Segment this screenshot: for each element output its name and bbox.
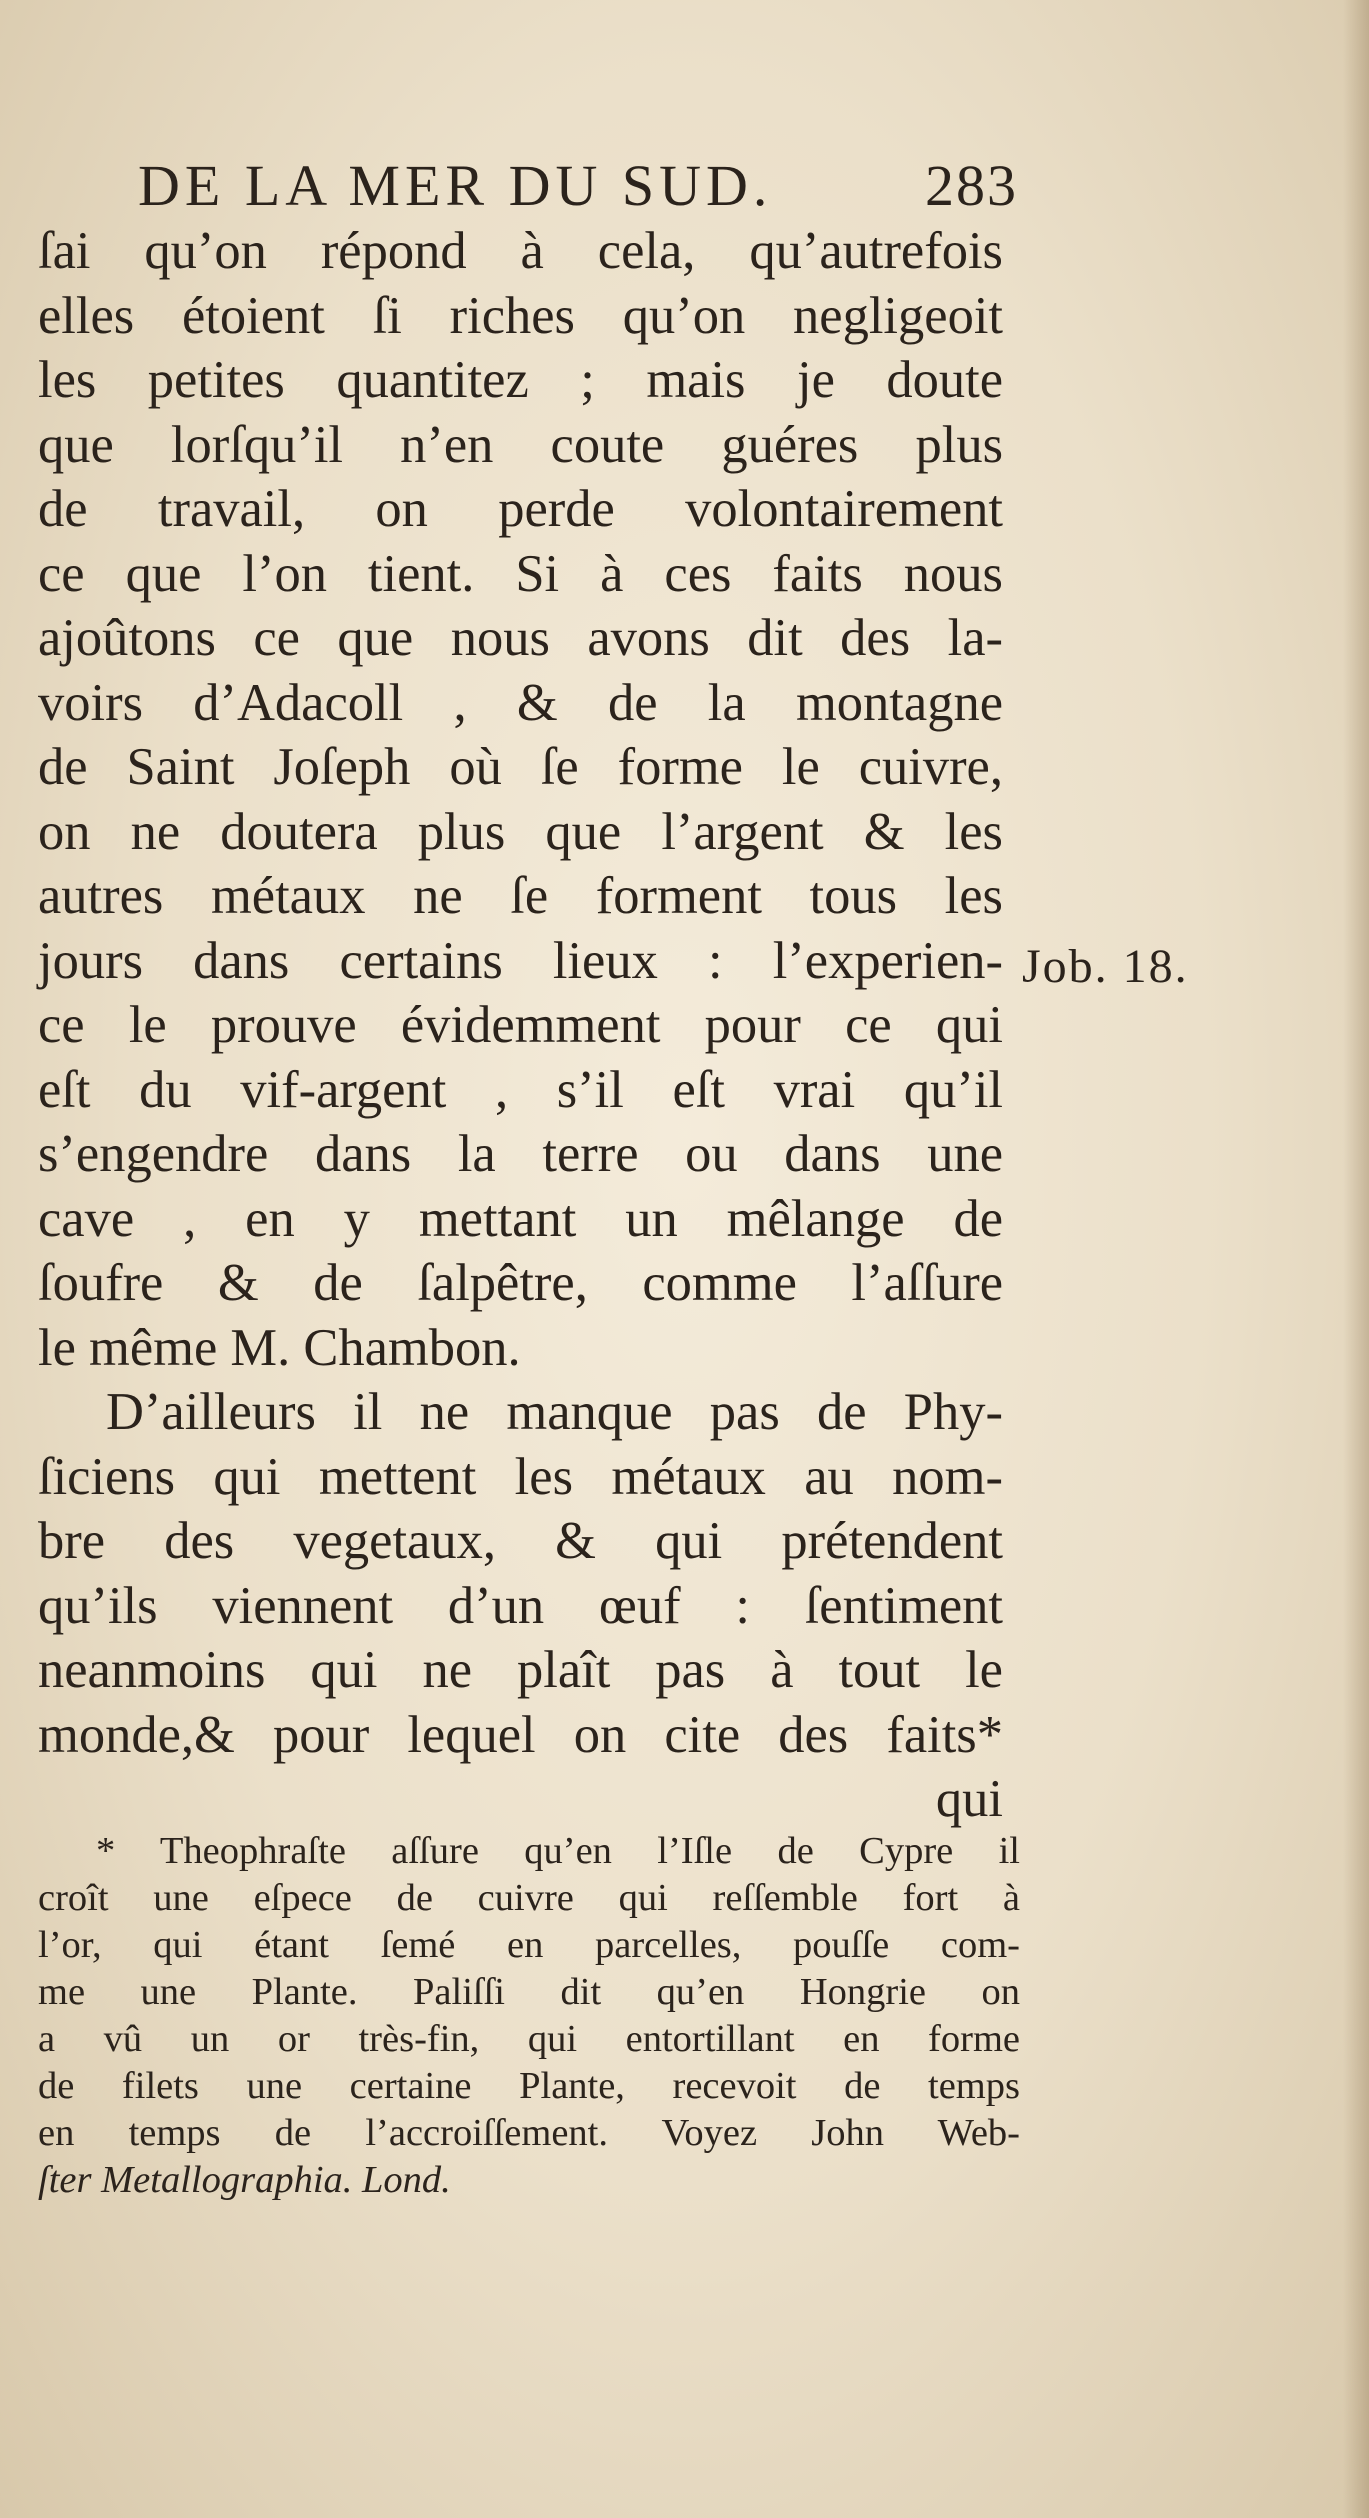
text-line: ſiciens qui mettent les métaux au nom-	[38, 1447, 1003, 1506]
margin-note: Job. 18.	[1022, 940, 1189, 993]
page-edge-shadow	[1343, 0, 1369, 2518]
footnote-line: * Theophraſte aſſure qu’en l’Iſle de Cypre il	[96, 1830, 1020, 1872]
footnote-line: de filets une certaine Plante, recevoit de temps	[38, 2065, 1020, 2107]
text-line: eſt du vif-argent , s’il eſt vrai qu’il	[38, 1060, 1003, 1119]
paragraph-first-line: D’ailleurs il ne manque pas de Phy-	[106, 1383, 1003, 1441]
text-line: bre des vegetaux, & qui prétendent	[38, 1512, 1003, 1570]
running-head-title: DE LA MER DU SUD.	[138, 153, 773, 218]
text-line: s’engendre dans la terre ou dans une	[38, 1125, 1003, 1183]
text-line: voirs d’Adacoll , & de la montagne	[38, 673, 1003, 732]
text-line: ce le prouve évidemment pour ce qui	[38, 996, 1003, 1054]
text-line: neanmoins qui ne plaît pas à tout le	[38, 1641, 1003, 1699]
text-line: cave , en y mettant un mêlange de	[38, 1189, 1003, 1248]
text-line: ce que l’on tient. Si à ces faits nous	[38, 544, 1003, 603]
text-line: de Saint Joſeph où ſe forme le cuivre,	[38, 738, 1003, 796]
page-number: 283	[925, 153, 1018, 218]
body-text	[38, 219, 1003, 1832]
text-line: autres métaux ne ſe forment tous les	[38, 867, 1003, 925]
text-line: jours dans certains lieux : l’experien-	[38, 931, 1003, 990]
text-line: ſoufre & de ſalpêtre, comme l’aſſure	[38, 1254, 1003, 1312]
running-head	[138, 152, 1018, 222]
text-line: ajoûtons ce que nous avons dit des la-	[38, 609, 1003, 667]
text-line: elles étoient ſi riches qu’on negligeoit	[38, 286, 1003, 345]
footnote-line: croît une eſpece de cuivre qui reſſemble fort à	[38, 1877, 1020, 1919]
footnote-line: a vû un or très-fin, qui entortillant en forme	[38, 2018, 1020, 2060]
footnote-line: l’or, qui étant ſemé en parcelles, pouſſe com-	[38, 1924, 1020, 1966]
footnote	[38, 1828, 1020, 2204]
text-line: de travail, on perde volontairement	[38, 480, 1003, 538]
text-line: qu’ils viennent d’un œuf : ſentiment	[38, 1576, 1003, 1635]
text-line: que lorſqu’il n’en coute guéres plus	[38, 415, 1003, 474]
catchword: qui	[935, 1770, 1003, 1828]
footnote-line: me une Plante. Paliſſi dit qu’en Hongrie on	[38, 1971, 1020, 2013]
text-line: monde,& pour lequel on cite des faits*	[38, 1705, 1003, 1764]
footnote-line: en temps de l’accroiſſement. Voyez John Web-	[38, 2112, 1020, 2154]
text-line: ſai qu’on répond à cela, qu’autrefois	[38, 222, 1003, 280]
text-line: le même M. Chambon.	[38, 1318, 521, 1377]
footnote-line: ſter Metallographia. Lond.	[38, 2159, 451, 2201]
text-line: on ne doutera plus que l’argent & les	[38, 802, 1003, 861]
text-line: les petites quantitez ; mais je doute	[38, 351, 1003, 409]
